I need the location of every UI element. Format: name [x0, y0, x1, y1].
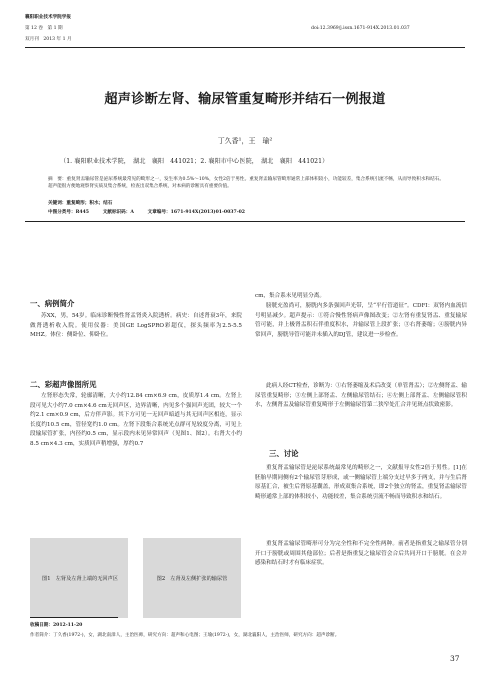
footnote-rule: [30, 617, 118, 618]
section-3-title: 三、讨论: [269, 449, 299, 458]
received-date: 收稿日期：2012-11-20: [30, 623, 83, 628]
figure-1-caption: 图1 左肾及左肾上端的无回声区: [42, 576, 118, 582]
right-para-3: 此病人经CT检查，诊断为：①右肾萎缩及术后改变（单管肾盂）；②左侧肾盂、输尿管重复畸形；③左侧上部肾盂、左侧输尿管结石；④左侧上部肾盂、左侧输尿管积水，左侧肾盂及输尿管重复畸形于左侧输尿管第二狭窄处汇合并见斑点状致密影。: [255, 383, 467, 409]
keywords: 关键词：重复畸形；积水；结石: [48, 201, 113, 206]
article-title: 超声诊断左肾、输尿管重复畸形并结石一例报道: [104, 92, 386, 107]
page-number: 37: [450, 654, 460, 663]
authors: 丁久香¹，王 瑜²: [217, 137, 273, 145]
section-1-text: 苏XX，男，54岁。临床诊断慢性肾盂肾炎入院透析。病史：自述肾衰3年，来院做肾透析收入院。使用仪器：美国GE LogSPRO彩超仪，探头频率为2.5-5.5 MHZ。体位：侧卧位、仰卧位。: [30, 313, 242, 339]
affiliations: （1. 襄阳职业技术学院， 湖北 襄阳 441021；2. 襄阳市中心医院， 湖北 襄阳 441021）: [60, 158, 329, 165]
section-2-text: 左肾形态失常，轮廓清晰，大小约12.84 cm×6.9 cm，皮质厚1.4 cm。左肾上段可见大小约7.0 cm×4.6 cm无回声区，边界清晰，内见多个强回声光团，较大一个约2.1 cm×0.9 cm，后方伴声影。其下方可见一无回声暗道与其无回声区相连，显示长度约10.5 cm，管径宽约1.0 cm。左肾下段集合系统光点群可见较度分离，可见上段输尿管扩张，内径约0.5 cm，显示段内未见异常回声（见图1、图2）。右肾大小约8.5 cm×4.3 cm，实质回声稍增强，厚约0.7: [30, 393, 242, 447]
abstract: 摘 要：重复肾盂输尿管是泌尿系统最常见的畸形之一，发生率为0.5%～10%，女性2倍于男性。重复肾盂输尿管畸形通常上部体积较小，功能较差，集合系统引流不畅，从而导致积水和结石。超声能很方便地观察肾实质及集合系统，检查出双集合系统，对本病的诊断具有重要价值。: [48, 177, 444, 189]
right-para-1: cm，集合系未见明显分离。: [255, 293, 325, 299]
doi-label: doi:12.3969/j.issn.1671-914X.2013.01.037: [311, 26, 410, 31]
publication-period: 双月刊 2013 年 1 月: [25, 37, 72, 42]
author-info: 作者简介：丁久香(1972-)，女，湖北南漳人，主治医师，研究方向：超声和心电图；王瑜(1972-)，女，湖北襄阳人，主治医师，研究方向：超声诊断。: [30, 633, 340, 638]
volume-issue: 第 12 卷 第 1 期: [25, 26, 63, 31]
classification: 中图分类号：R445 文献标识码：A 文章编号：1671-914X(2013)01-0037-02: [48, 210, 245, 215]
figure-2-caption: 图2 左肾及左侧扩张的输尿管: [156, 576, 228, 582]
abstract-rule: [25, 221, 465, 222]
right-para-4: 重复肾盂输尿管是泌尿系统最常见的畸形之一，文献报导女性2倍于男性。[1]在胚胎早期同侧有2个输尿管芽形成，或一侧输尿管上端分支过早多于两支，并与生后肾原基汇合，被生后肾原基囊盖，形成双集合系统，即2个独立的肾盂，重复肾盂输尿管畸形通常上部的体积较小，功能较差，集合系统引流不畅而导致积水和结石。: [255, 465, 467, 500]
right-para-5: 重复肾盂输尿管畸形可分为完全性和不完全性两种。前者是指重复之输尿管分别开口于膀胱或周围其他部位；后者是指重复之输尿管会合后共同开口于膀胱。在会并感染和结石时才有临床症状。: [255, 541, 467, 567]
journal-name: 襄阳职业技术学院学报: [25, 15, 71, 20]
header-rule: [25, 47, 465, 48]
section-2-title: 二、彩超声像图所见: [30, 380, 97, 389]
right-para-2: 膀胱充盈尚可，膀胱内多条强回声光带，呈“平行管道征”。CDFI：双肾内血流信号明显减少。超声提示：①符合慢性肾病声像图改变；②左肾有重复肾盂、重复输尿管可能，并上极肾盂积石伴重度积水，并输尿管上段扩张；③右肾萎缩；④膀胱内异常回声，膀胱导管可能并未插入的DJ管，建议进一步检查。: [255, 303, 467, 338]
section-1-title: 一、病例简介: [30, 299, 75, 308]
